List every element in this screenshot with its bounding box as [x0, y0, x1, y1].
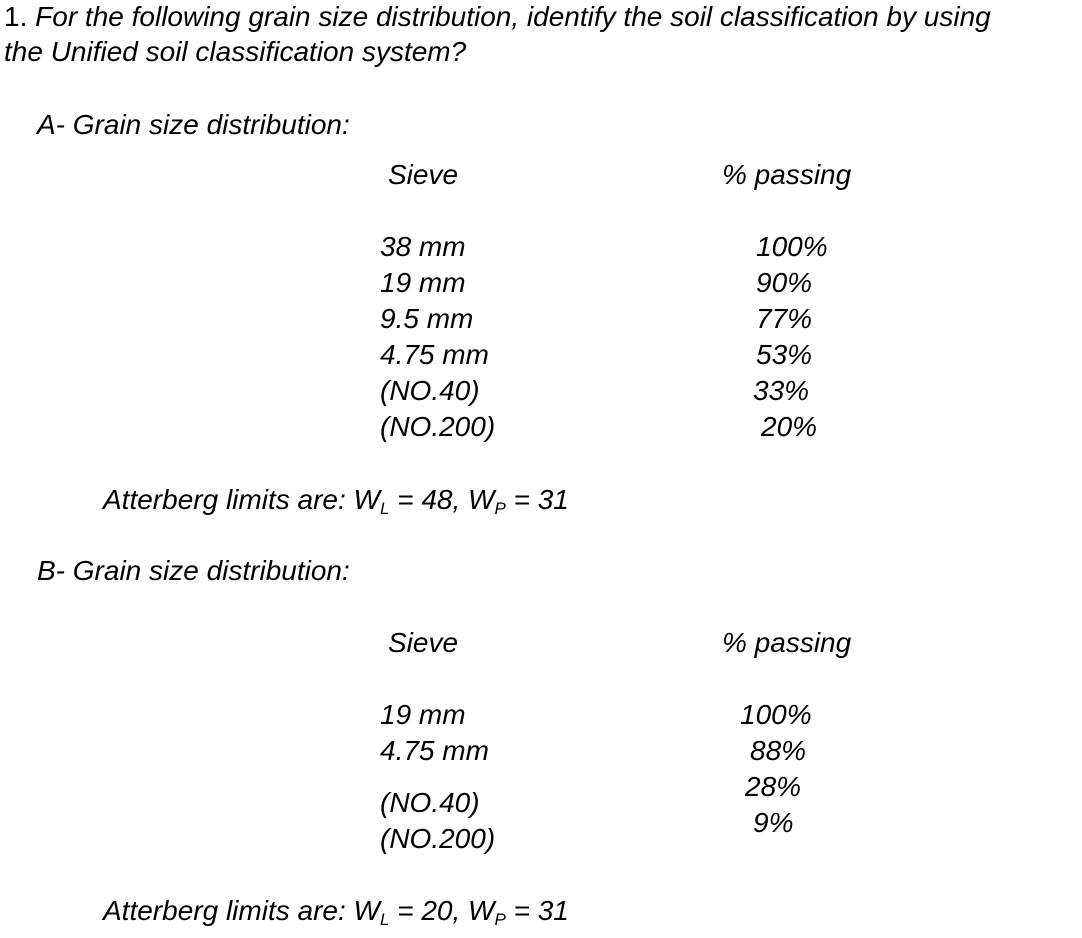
- wp-subscript: P: [494, 910, 506, 929]
- part-b-sieve-cell: (NO.40): [380, 787, 480, 818]
- part-a-sieve-cell: (NO.40): [380, 375, 480, 406]
- part-a-sieve-cell: 4.75 mm: [380, 339, 489, 370]
- part-b-sieve-cell: (NO.200): [380, 823, 496, 854]
- wl-value: = 48, W: [389, 484, 495, 515]
- wp-value: = 31: [505, 484, 569, 515]
- part-a-sieve-cell: 19 mm: [380, 267, 466, 298]
- wp-subscript: P: [494, 499, 506, 518]
- part-b-passing-cell: 88%: [750, 735, 807, 766]
- part-b-heading: B- Grain size distribution:: [37, 555, 350, 586]
- question-line-2: the Unified soil classification system?: [4, 36, 467, 67]
- wl-subscript: L: [379, 499, 390, 518]
- question-text-1: For the following grain size distribution, identify the soil classification by using: [35, 1, 991, 32]
- part-a-sieve-cell: (NO.200): [380, 411, 496, 442]
- part-a-heading: A- Grain size distribution:: [37, 109, 350, 140]
- part-a-passing-cell: 20%: [761, 411, 818, 442]
- part-a-passing-cell: 33%: [753, 375, 810, 406]
- wl-subscript: L: [379, 910, 390, 929]
- part-a-atterberg-limits: [103, 483, 569, 517]
- part-a-sieve-cell: 9.5 mm: [380, 303, 474, 334]
- part-a-passing-cell: 53%: [756, 339, 813, 370]
- part-b-passing-header: % passing: [722, 627, 852, 658]
- part-a-passing-header: % passing: [722, 159, 852, 190]
- part-b-atterberg-limits: [103, 894, 569, 928]
- wp-value: = 31: [505, 895, 569, 926]
- part-a-passing-cell: 77%: [756, 303, 813, 334]
- part-a-passing-cell: 100%: [756, 231, 828, 262]
- part-a-sieve-cell: 38 mm: [380, 231, 466, 262]
- part-b-sieve-header: Sieve: [388, 627, 459, 658]
- part-a-sieve-header: Sieve: [388, 159, 459, 190]
- question-number: 1.: [4, 1, 28, 32]
- atterberg-prefix: Atterberg limits are: W: [103, 484, 380, 515]
- question-line-1: [4, 0, 991, 34]
- part-a-passing-cell: 90%: [756, 267, 813, 298]
- part-b-passing-cell: 9%: [753, 807, 794, 838]
- wl-value: = 20, W: [389, 895, 495, 926]
- part-b-passing-cell: 100%: [740, 699, 812, 730]
- part-b-sieve-cell: 4.75 mm: [380, 735, 489, 766]
- atterberg-prefix: Atterberg limits are: W: [103, 895, 380, 926]
- part-b-passing-cell: 28%: [745, 771, 802, 802]
- part-b-sieve-cell: 19 mm: [380, 699, 466, 730]
